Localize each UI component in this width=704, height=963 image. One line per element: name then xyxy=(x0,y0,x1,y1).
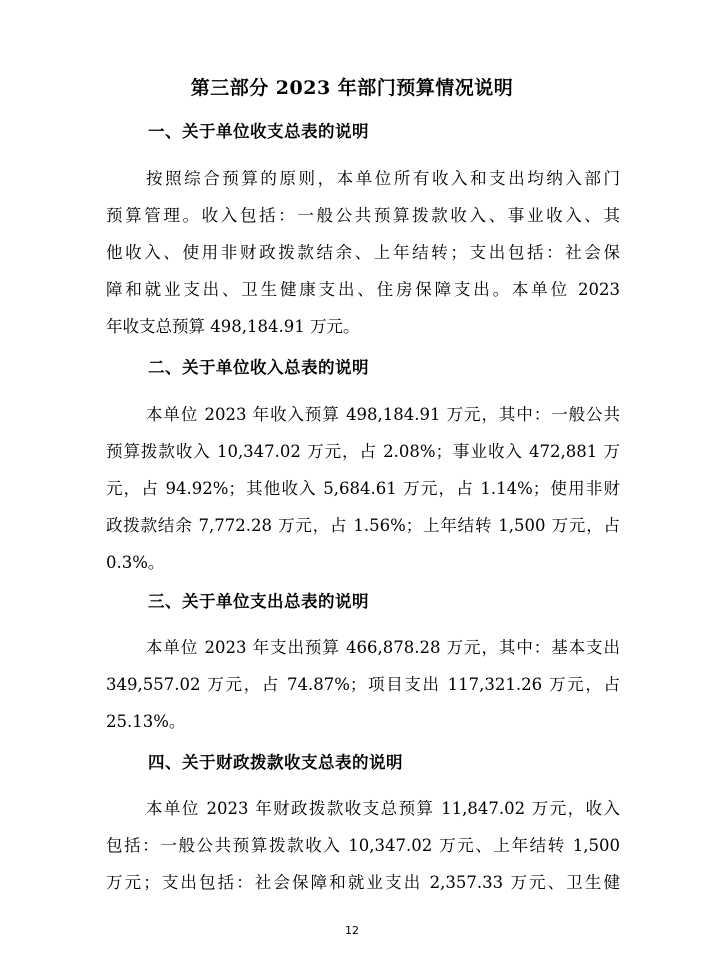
paragraph-line: 本单位 2023 年财政拨款收支总预算 11,847.02 万元，收入 xyxy=(146,799,620,818)
section-heading-4: 四、关于财政拨款收支总表的说明 xyxy=(148,753,403,772)
paragraph-line: 本单位 2023 年收入预算 498,184.91 万元，其中：一般公共 xyxy=(146,405,620,424)
page-title: 第三部分 2023 年部门预算情况说明 xyxy=(190,77,514,99)
section-paragraph-3 xyxy=(106,629,620,740)
paragraph-line: 政拨款结余 7,772.28 万元，占 1.56%；上年结转 1,500 万元，占 xyxy=(106,516,620,535)
paragraph-line: 25.13%。 xyxy=(106,712,186,731)
paragraph-line: 0.3%。 xyxy=(106,553,165,572)
section-paragraph-4 xyxy=(106,790,620,901)
paragraph-line: 预算管理。收入包括：一般公共预算拨款收入、事业收入、其 xyxy=(106,206,620,225)
section-paragraph-2 xyxy=(106,396,620,581)
paragraph-line: 349,557.02 万元，占 74.87%；项目支出 117,321.26 万元，占 xyxy=(106,675,620,694)
paragraph-line: 按照综合预算的原则，本单位所有收入和支出均纳入部门 xyxy=(146,169,620,188)
paragraph-line: 万元；支出包括：社会保障和就业支出 2,357.33 万元、卫生健 xyxy=(106,873,620,892)
paragraph-line: 本单位 2023 年支出预算 466,878.28 万元，其中：基本支出 xyxy=(146,638,620,657)
section-heading-2: 二、关于单位收入总表的说明 xyxy=(148,358,369,377)
paragraph-line: 预算拨款收入 10,347.02 万元，占 2.08%；事业收入 472,881 万 xyxy=(106,442,620,461)
section-heading-1: 一、关于单位收支总表的说明 xyxy=(148,122,369,141)
section-paragraph-1 xyxy=(106,160,620,345)
page-number: 12 xyxy=(345,924,359,937)
paragraph-line: 年收支总预算 498,184.91 万元。 xyxy=(106,317,360,336)
section-heading-3: 三、关于单位支出总表的说明 xyxy=(148,592,369,611)
paragraph-line: 他收入、使用非财政拨款结余、上年结转；支出包括：社会保 xyxy=(106,243,620,262)
paragraph-line: 包括：一般公共预算拨款收入 10,347.02 万元、上年结转 1,500 xyxy=(106,836,620,855)
paragraph-line: 障和就业支出、卫生健康支出、住房保障支出。本单位 2023 xyxy=(106,280,620,299)
paragraph-line: 元，占 94.92%；其他收入 5,684.61 万元，占 1.14%；使用非财 xyxy=(106,479,620,498)
